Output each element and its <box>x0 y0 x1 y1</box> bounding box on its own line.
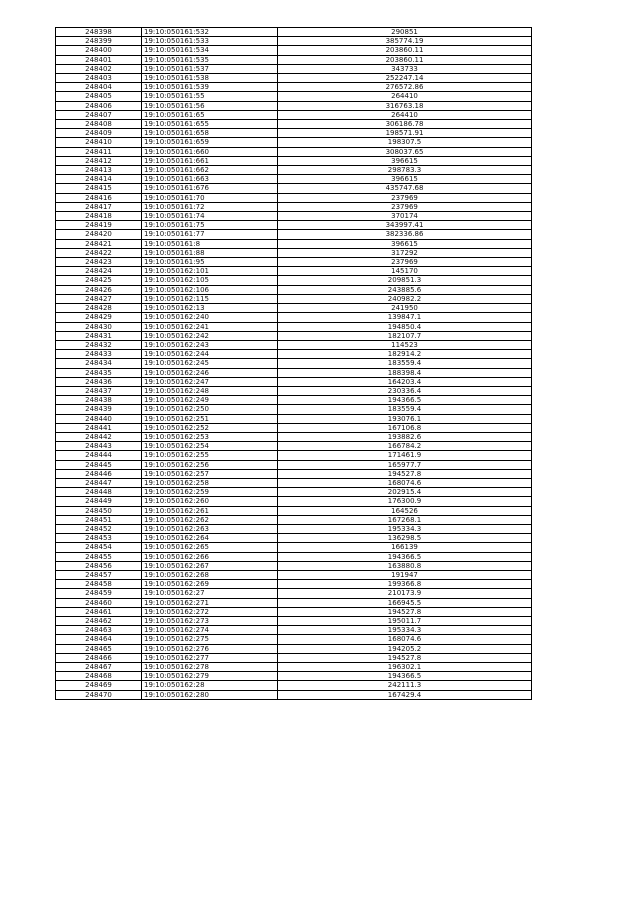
row-number-cell: 248425 <box>56 276 142 285</box>
cadastral-value-cell: 241950 <box>278 304 532 313</box>
row-number-cell: 248455 <box>56 552 142 561</box>
cadastral-number-cell: 19:10:050161:663 <box>142 175 278 184</box>
table-row <box>56 156 532 165</box>
row-number-cell: 248426 <box>56 285 142 294</box>
cadastral-number-cell: 19:10:050162:257 <box>142 469 278 478</box>
table-row <box>56 617 532 626</box>
cadastral-value-cell: 396615 <box>278 175 532 184</box>
cadastral-number-cell: 19:10:050161:56 <box>142 101 278 110</box>
cadastral-number-cell: 19:10:050161:660 <box>142 147 278 156</box>
cadastral-value-cell: 264410 <box>278 92 532 101</box>
cadastral-number-cell: 19:10:050161:676 <box>142 184 278 193</box>
cadastral-value-cell: 188398.4 <box>278 368 532 377</box>
row-number-cell: 248457 <box>56 570 142 579</box>
row-number-cell: 248469 <box>56 681 142 690</box>
cadastral-value-cell: 182914.2 <box>278 350 532 359</box>
row-number-cell: 248418 <box>56 212 142 221</box>
table-row <box>56 294 532 303</box>
cadastral-number-cell: 19:10:050162:261 <box>142 506 278 515</box>
table-row <box>56 653 532 662</box>
cadastral-value-cell: 183559.4 <box>278 359 532 368</box>
table-body <box>56 28 532 700</box>
cadastral-value-cell: 370174 <box>278 212 532 221</box>
row-number-cell: 248446 <box>56 469 142 478</box>
row-number-cell: 248453 <box>56 534 142 543</box>
row-number-cell: 248400 <box>56 46 142 55</box>
cadastral-number-cell: 19:10:050162:264 <box>142 534 278 543</box>
row-number-cell: 248439 <box>56 405 142 414</box>
row-number-cell: 248424 <box>56 267 142 276</box>
table-row <box>56 368 532 377</box>
cadastral-value-cell: 182107.7 <box>278 331 532 340</box>
table-row <box>56 506 532 515</box>
cadastral-value-cell: 195011.7 <box>278 617 532 626</box>
cadastral-value-cell: 194527.8 <box>278 653 532 662</box>
row-number-cell: 248430 <box>56 322 142 331</box>
cadastral-value-cell: 382336.86 <box>278 230 532 239</box>
cadastral-number-cell: 19:10:050161:533 <box>142 37 278 46</box>
table-row <box>56 451 532 460</box>
row-number-cell: 248466 <box>56 653 142 662</box>
row-number-cell: 248463 <box>56 626 142 635</box>
table-row <box>56 129 532 138</box>
row-number-cell: 248470 <box>56 690 142 699</box>
row-number-cell: 248404 <box>56 83 142 92</box>
cadastral-number-cell: 19:10:050162:266 <box>142 552 278 561</box>
table-row <box>56 663 532 672</box>
row-number-cell: 248417 <box>56 202 142 211</box>
cadastral-number-cell: 19:10:050162:115 <box>142 294 278 303</box>
table-row <box>56 635 532 644</box>
cadastral-value-cell: 240982.2 <box>278 294 532 303</box>
row-number-cell: 248399 <box>56 37 142 46</box>
cadastral-number-cell: 19:10:050162:275 <box>142 635 278 644</box>
cadastral-number-cell: 19:10:050161:77 <box>142 230 278 239</box>
cadastral-value-cell: 308037.65 <box>278 147 532 156</box>
row-number-cell: 248428 <box>56 304 142 313</box>
row-number-cell: 248447 <box>56 478 142 487</box>
cadastral-number-cell: 19:10:050162:277 <box>142 653 278 662</box>
table-row <box>56 202 532 211</box>
cadastral-value-cell: 194366.5 <box>278 672 532 681</box>
row-number-cell: 248445 <box>56 460 142 469</box>
cadastral-number-cell: 19:10:050162:248 <box>142 386 278 395</box>
cadastral-value-cell: 237969 <box>278 202 532 211</box>
cadastral-value-cell: 183559.4 <box>278 405 532 414</box>
cadastral-value-cell: 264410 <box>278 110 532 119</box>
table-row <box>56 570 532 579</box>
table-row <box>56 681 532 690</box>
table-row <box>56 74 532 83</box>
cadastral-number-cell: 19:10:050162:254 <box>142 442 278 451</box>
cadastral-value-cell: 210173.9 <box>278 589 532 598</box>
cadastral-value-cell: 194850.4 <box>278 322 532 331</box>
table-row <box>56 589 532 598</box>
table-row <box>56 515 532 524</box>
row-number-cell: 248442 <box>56 432 142 441</box>
row-number-cell: 248413 <box>56 166 142 175</box>
cadastral-value-cell: 230336.4 <box>278 386 532 395</box>
cadastral-value-cell: 193076.1 <box>278 414 532 423</box>
cadastral-number-cell: 19:10:050162:251 <box>142 414 278 423</box>
table-row <box>56 304 532 313</box>
table-row <box>56 469 532 478</box>
cadastral-number-cell: 19:10:050162:271 <box>142 598 278 607</box>
table-row <box>56 432 532 441</box>
cadastral-value-cell: 194527.8 <box>278 607 532 616</box>
table-row <box>56 46 532 55</box>
cadastral-value-cell: 191947 <box>278 570 532 579</box>
cadastral-number-cell: 19:10:050162:252 <box>142 423 278 432</box>
table-row <box>56 64 532 73</box>
table-row <box>56 175 532 184</box>
row-number-cell: 248441 <box>56 423 142 432</box>
cadastral-value-cell: 243885.6 <box>278 285 532 294</box>
row-number-cell: 248435 <box>56 368 142 377</box>
table-row <box>56 534 532 543</box>
row-number-cell: 248460 <box>56 598 142 607</box>
row-number-cell: 248454 <box>56 543 142 552</box>
row-number-cell: 248416 <box>56 193 142 202</box>
cadastral-number-cell: 19:10:050161:535 <box>142 55 278 64</box>
cadastral-value-cell: 165977.7 <box>278 460 532 469</box>
cadastral-value-cell: 194527.8 <box>278 469 532 478</box>
table-row <box>56 340 532 349</box>
cadastral-number-cell: 19:10:050162:278 <box>142 663 278 672</box>
table-row <box>56 524 532 533</box>
table-row <box>56 212 532 221</box>
table-row <box>56 488 532 497</box>
cadastral-number-cell: 19:10:050162:247 <box>142 377 278 386</box>
cadastral-number-cell: 19:10:050162:244 <box>142 350 278 359</box>
table-row <box>56 377 532 386</box>
cadastral-number-cell: 19:10:050162:263 <box>142 524 278 533</box>
cadastral-number-cell: 19:10:050161:532 <box>142 28 278 37</box>
table-row <box>56 313 532 322</box>
cadastral-number-cell: 19:10:050162:249 <box>142 396 278 405</box>
row-number-cell: 248450 <box>56 506 142 515</box>
row-number-cell: 248458 <box>56 580 142 589</box>
row-number-cell: 248467 <box>56 663 142 672</box>
cadastral-value-cell: 252247.14 <box>278 74 532 83</box>
table-row <box>56 580 532 589</box>
table-row <box>56 331 532 340</box>
row-number-cell: 248444 <box>56 451 142 460</box>
cadastral-value-cell: 193882.6 <box>278 432 532 441</box>
table-row <box>56 110 532 119</box>
cadastral-number-cell: 19:10:050161:659 <box>142 138 278 147</box>
cadastral-value-cell: 163880.8 <box>278 561 532 570</box>
table-row <box>56 423 532 432</box>
cadastral-number-cell: 19:10:050162:246 <box>142 368 278 377</box>
row-number-cell: 248462 <box>56 617 142 626</box>
row-number-cell: 248420 <box>56 230 142 239</box>
cadastral-number-cell: 19:10:050161:537 <box>142 64 278 73</box>
cadastral-number-cell: 19:10:050162:272 <box>142 607 278 616</box>
cadastral-number-cell: 19:10:050162:106 <box>142 285 278 294</box>
row-number-cell: 248412 <box>56 156 142 165</box>
table-row <box>56 497 532 506</box>
row-number-cell: 248423 <box>56 258 142 267</box>
cadastral-value-cell: 145170 <box>278 267 532 276</box>
row-number-cell: 248459 <box>56 589 142 598</box>
cadastral-number-cell: 19:10:050162:28 <box>142 681 278 690</box>
row-number-cell: 248406 <box>56 101 142 110</box>
cadastral-value-cell: 237969 <box>278 258 532 267</box>
table-row <box>56 478 532 487</box>
table-row <box>56 276 532 285</box>
table-row <box>56 543 532 552</box>
table-row <box>56 442 532 451</box>
table-row <box>56 672 532 681</box>
cadastral-number-cell: 19:10:050162:259 <box>142 488 278 497</box>
table-row <box>56 138 532 147</box>
cadastral-value-cell: 203860.11 <box>278 55 532 64</box>
row-number-cell: 248419 <box>56 221 142 230</box>
row-number-cell: 248427 <box>56 294 142 303</box>
cadastral-number-cell: 19:10:050161:74 <box>142 212 278 221</box>
cadastral-value-cell: 396615 <box>278 239 532 248</box>
table-row <box>56 690 532 699</box>
row-number-cell: 248415 <box>56 184 142 193</box>
row-number-cell: 248448 <box>56 488 142 497</box>
cadastral-value-cell: 167429.4 <box>278 690 532 699</box>
row-number-cell: 248410 <box>56 138 142 147</box>
table-row <box>56 359 532 368</box>
row-number-cell: 248407 <box>56 110 142 119</box>
cadastral-value-cell: 435747.68 <box>278 184 532 193</box>
cadastral-number-cell: 19:10:050162:105 <box>142 276 278 285</box>
table-row <box>56 267 532 276</box>
table-row <box>56 239 532 248</box>
cadastral-value-cell: 199366.8 <box>278 580 532 589</box>
cadastral-number-cell: 19:10:050161:661 <box>142 156 278 165</box>
cadastral-number-cell: 19:10:050161:8 <box>142 239 278 248</box>
cadastral-value-cell: 202915.4 <box>278 488 532 497</box>
cadastral-value-cell: 168074.6 <box>278 635 532 644</box>
table-row <box>56 37 532 46</box>
row-number-cell: 248461 <box>56 607 142 616</box>
table-row <box>56 561 532 570</box>
cadastral-number-cell: 19:10:050162:245 <box>142 359 278 368</box>
cadastral-number-cell: 19:10:050161:70 <box>142 193 278 202</box>
row-number-cell: 248440 <box>56 414 142 423</box>
row-number-cell: 248451 <box>56 515 142 524</box>
table-row <box>56 386 532 395</box>
table-row <box>56 258 532 267</box>
table-row <box>56 607 532 616</box>
row-number-cell: 248433 <box>56 350 142 359</box>
cadastral-value-cell: 114523 <box>278 340 532 349</box>
cadastral-number-cell: 19:10:050162:279 <box>142 672 278 681</box>
table-row <box>56 460 532 469</box>
row-number-cell: 248443 <box>56 442 142 451</box>
row-number-cell: 248405 <box>56 92 142 101</box>
row-number-cell: 248408 <box>56 120 142 129</box>
row-number-cell: 248464 <box>56 635 142 644</box>
cadastral-number-cell: 19:10:050162:250 <box>142 405 278 414</box>
cadastral-value-cell: 164203.4 <box>278 377 532 386</box>
cadastral-value-cell: 343997.41 <box>278 221 532 230</box>
cadastral-number-cell: 19:10:050161:55 <box>142 92 278 101</box>
table-row <box>56 248 532 257</box>
table-row <box>56 166 532 175</box>
table-row <box>56 193 532 202</box>
cadastral-number-cell: 19:10:050162:258 <box>142 478 278 487</box>
row-number-cell: 248401 <box>56 55 142 64</box>
table-row <box>56 644 532 653</box>
table-row <box>56 350 532 359</box>
cadastral-value-cell: 176300.9 <box>278 497 532 506</box>
row-number-cell: 248398 <box>56 28 142 37</box>
cadastral-value-cell: 290851 <box>278 28 532 37</box>
cadastral-number-cell: 19:10:050162:256 <box>142 460 278 469</box>
cadastral-value-cell: 167106.8 <box>278 423 532 432</box>
cadastral-number-cell: 19:10:050161:72 <box>142 202 278 211</box>
cadastral-value-cell: 194205.2 <box>278 644 532 653</box>
cadastral-value-cell: 306186.78 <box>278 120 532 129</box>
cadastral-value-cell: 195334.3 <box>278 524 532 533</box>
table-row <box>56 285 532 294</box>
cadastral-number-cell: 19:10:050162:280 <box>142 690 278 699</box>
table-row <box>56 221 532 230</box>
cadastral-number-cell: 19:10:050161:662 <box>142 166 278 175</box>
cadastral-value-cell: 317292 <box>278 248 532 257</box>
cadastral-value-cell: 136298.5 <box>278 534 532 543</box>
row-number-cell: 248436 <box>56 377 142 386</box>
cadastral-value-cell: 203860.11 <box>278 46 532 55</box>
cadastral-number-cell: 19:10:050162:27 <box>142 589 278 598</box>
cadastral-value-cell: 166784.2 <box>278 442 532 451</box>
table-row <box>56 92 532 101</box>
cadastral-value-cell: 166139 <box>278 543 532 552</box>
cadastral-value-cell: 167268.1 <box>278 515 532 524</box>
cadastral-value-cell: 195334.3 <box>278 626 532 635</box>
table-row <box>56 626 532 635</box>
row-number-cell: 248429 <box>56 313 142 322</box>
row-number-cell: 248421 <box>56 239 142 248</box>
table-row <box>56 598 532 607</box>
row-number-cell: 248432 <box>56 340 142 349</box>
cadastral-value-cell: 198571.91 <box>278 129 532 138</box>
row-number-cell: 248402 <box>56 64 142 73</box>
row-number-cell: 248456 <box>56 561 142 570</box>
cadastral-number-cell: 19:10:050162:242 <box>142 331 278 340</box>
cadastral-value-cell: 316763.18 <box>278 101 532 110</box>
cadastral-value-cell: 166945.5 <box>278 598 532 607</box>
cadastral-number-cell: 19:10:050162:13 <box>142 304 278 313</box>
table-row <box>56 101 532 110</box>
cadastral-value-cell: 242111.3 <box>278 681 532 690</box>
table-row <box>56 396 532 405</box>
cadastral-number-cell: 19:10:050161:658 <box>142 129 278 138</box>
cadastral-value-cell: 276572.86 <box>278 83 532 92</box>
cadastral-number-cell: 19:10:050162:269 <box>142 580 278 589</box>
table-row <box>56 120 532 129</box>
cadastral-number-cell: 19:10:050162:274 <box>142 626 278 635</box>
row-number-cell: 248438 <box>56 396 142 405</box>
cadastral-value-cell: 164526 <box>278 506 532 515</box>
row-number-cell: 248434 <box>56 359 142 368</box>
table-row <box>56 147 532 156</box>
cadastral-value-cell: 168074.6 <box>278 478 532 487</box>
row-number-cell: 248437 <box>56 386 142 395</box>
cadastral-number-cell: 19:10:050162:265 <box>142 543 278 552</box>
row-number-cell: 248468 <box>56 672 142 681</box>
cadastral-value-cell: 298783.3 <box>278 166 532 175</box>
cadastral-number-cell: 19:10:050162:276 <box>142 644 278 653</box>
cadastral-value-cell: 396615 <box>278 156 532 165</box>
cadastral-number-cell: 19:10:050162:262 <box>142 515 278 524</box>
table-row <box>56 552 532 561</box>
row-number-cell: 248411 <box>56 147 142 156</box>
row-number-cell: 248431 <box>56 331 142 340</box>
cadastral-number-cell: 19:10:050161:655 <box>142 120 278 129</box>
cadastral-number-cell: 19:10:050162:273 <box>142 617 278 626</box>
row-number-cell: 248414 <box>56 175 142 184</box>
cadastral-number-cell: 19:10:050162:255 <box>142 451 278 460</box>
cadastral-value-cell: 171461.9 <box>278 451 532 460</box>
cadastral-number-cell: 19:10:050162:267 <box>142 561 278 570</box>
table-row <box>56 414 532 423</box>
table-row <box>56 28 532 37</box>
cadastral-number-cell: 19:10:050161:538 <box>142 74 278 83</box>
cadastral-number-cell: 19:10:050161:539 <box>142 83 278 92</box>
table-row <box>56 83 532 92</box>
cadastral-value-cell: 385774.19 <box>278 37 532 46</box>
cadastral-number-cell: 19:10:050162:268 <box>142 570 278 579</box>
cadastral-value-cell: 343733 <box>278 64 532 73</box>
row-number-cell: 248449 <box>56 497 142 506</box>
row-number-cell: 248422 <box>56 248 142 257</box>
cadastral-number-cell: 19:10:050162:240 <box>142 313 278 322</box>
cadastral-value-cell: 194366.5 <box>278 552 532 561</box>
table-row <box>56 55 532 64</box>
row-number-cell: 248452 <box>56 524 142 533</box>
row-number-cell: 248465 <box>56 644 142 653</box>
cadastral-value-cell: 196302.1 <box>278 663 532 672</box>
cadastral-number-cell: 19:10:050161:88 <box>142 248 278 257</box>
cadastral-number-cell: 19:10:050161:534 <box>142 46 278 55</box>
cadastral-number-cell: 19:10:050162:253 <box>142 432 278 441</box>
cadastral-value-table <box>55 27 532 700</box>
cadastral-value-cell: 194366.5 <box>278 396 532 405</box>
cadastral-number-cell: 19:10:050161:65 <box>142 110 278 119</box>
cadastral-value-cell: 198307.5 <box>278 138 532 147</box>
cadastral-number-cell: 19:10:050162:241 <box>142 322 278 331</box>
cadastral-number-cell: 19:10:050161:75 <box>142 221 278 230</box>
cadastral-value-cell: 209851.3 <box>278 276 532 285</box>
cadastral-number-cell: 19:10:050162:243 <box>142 340 278 349</box>
cadastral-number-cell: 19:10:050162:101 <box>142 267 278 276</box>
cadastral-number-cell: 19:10:050162:260 <box>142 497 278 506</box>
table-row <box>56 405 532 414</box>
row-number-cell: 248409 <box>56 129 142 138</box>
table-row <box>56 230 532 239</box>
table-row <box>56 322 532 331</box>
cadastral-value-cell: 139847.1 <box>278 313 532 322</box>
table-row <box>56 184 532 193</box>
cadastral-value-cell: 237969 <box>278 193 532 202</box>
row-number-cell: 248403 <box>56 74 142 83</box>
cadastral-number-cell: 19:10:050161:95 <box>142 258 278 267</box>
